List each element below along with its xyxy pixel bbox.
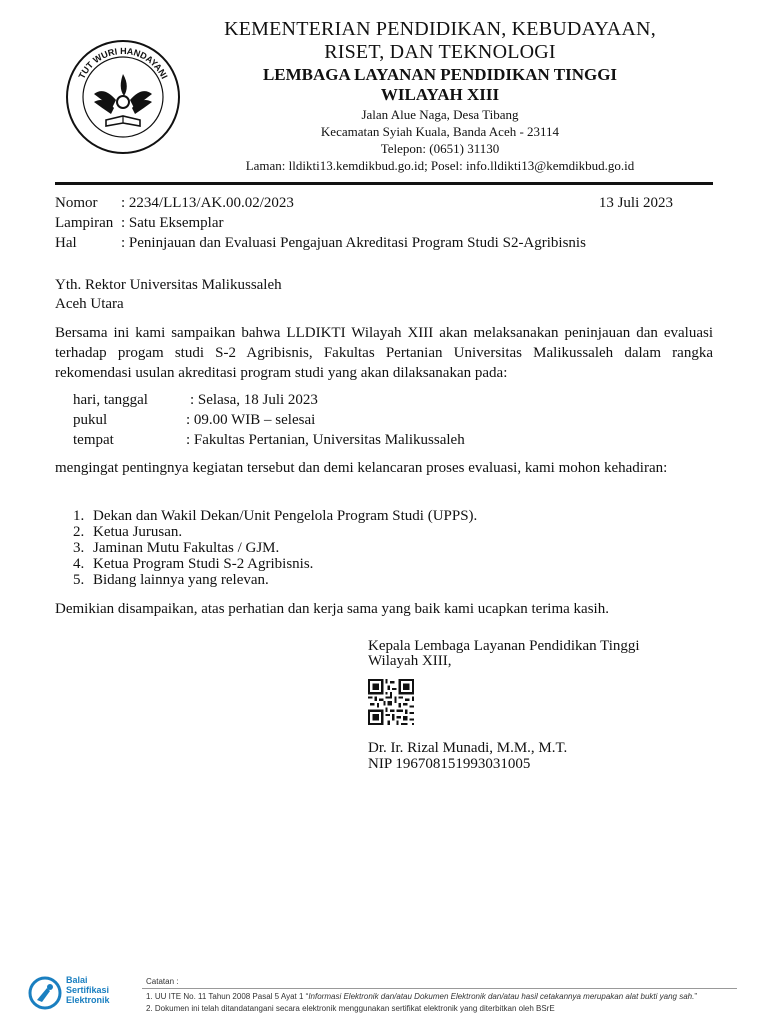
list-item: 1. Dekan dan Wakil Dekan/Unit Pengelola Program Studi (UPPS).: [73, 508, 478, 524]
qr-code-icon: [368, 679, 414, 725]
signer-nip: NIP 196708151993031005: [368, 756, 531, 772]
footer-catatan: Catatan :: [146, 977, 179, 986]
bse-logo-text: Balai Sertifikasi Elektronik: [66, 975, 110, 1005]
attendee-list: [73, 508, 573, 588]
schedule-label-time: pukul: [73, 412, 108, 428]
signer-title-line1: Kepala Lembaga Layanan Pendidikan Tinggi: [368, 638, 640, 654]
lampiran-label: Lampiran: [55, 215, 114, 231]
lampiran-value: : Satu Eksemplar: [121, 215, 224, 231]
schedule-value-place: : Fakultas Pertanian, Universitas Malikussaleh: [186, 432, 465, 448]
footer-rule: [142, 988, 737, 989]
signer-name: Dr. Ir. Rizal Munadi, M.M., M.T.: [368, 740, 568, 756]
header-rule: [55, 182, 713, 185]
address-line1: Jalan Alue Naga, Desa Tibang: [361, 107, 519, 122]
letter-date: 13 Juli 2023: [598, 195, 673, 211]
phone-line: Telepon: (0651) 31130: [380, 141, 500, 156]
web-email-line: Laman: lldikti13.kemdikbud.go.id; Posel: info.lldikti13@kemdikbud.go.id: [245, 158, 635, 173]
ministry-name-line2: RISET, DAN TEKNOLOGI: [324, 41, 556, 63]
hal-value: : Peninjauan dan Evaluasi Pengajuan Akreditasi Program Studi S2-Agribisnis: [121, 235, 586, 251]
list-item: 2. Ketua Jurusan.: [73, 524, 183, 540]
address-line2: Kecamatan Syiah Kuala, Banda Aceh - 23114: [320, 124, 560, 139]
recipient-line1: Yth. Rektor Universitas Malikussaleh: [55, 277, 282, 293]
tut-wuri-handayani-logo: [64, 38, 182, 156]
logo-text: TUT WURI HANDAYANI: [76, 45, 170, 81]
body-paragraph-1: Bersama ini kami sampaikan bahwa LLDIKTI Wilayah XIII akan melaksanakan peninjauan dan evaluasi terhadap progam studi S-2 Agribisnis, Fakultas Pertanian Universitas Malikussaleh dalam rangka rekomendasi usulan akreditasi program studi yang akan dilaksanakan pada:: [55, 325, 713, 381]
body-paragraph-2: mengingat pentingnya kegiatan tersebut dan demi kelancaran proses evaluasi, kami mohon kehadiran:: [55, 460, 668, 476]
institution-name-line2: WILAYAH XIII: [380, 85, 500, 104]
nomor-value: : 2234/LL13/AK.00.02/2023: [121, 195, 294, 211]
schedule-label-day: hari, tanggal: [73, 392, 148, 408]
recipient-line2: Aceh Utara: [55, 296, 124, 312]
list-item: 5. Bidang lainnya yang relevan.: [73, 572, 269, 588]
closing-sentence: Demikian disampaikan, atas perhatian dan kerja sama yang baik kami ucapkan terima kasih.: [55, 601, 609, 617]
list-item: 3. Jaminan Mutu Fakultas / GJM.: [73, 540, 280, 556]
footer-note-2: 2. Dokumen ini telah ditandatangani secara elektronik menggunakan sertifikat elektronik yang diterbitkan oleh BSrE: [146, 1004, 555, 1013]
footer-note-1: 1. UU ITE No. 11 Tahun 2008 Pasal 5 Ayat 1 “Informasi Elektronik dan/atau Dokumen Elektronik dan/atau hasil cetakannya merupakan alat bukti yang sah.”: [146, 992, 697, 1001]
bse-logo-icon: [28, 976, 62, 1010]
schedule-value-time: : 09.00 WIB – selesai: [186, 412, 316, 428]
nomor-label: Nomor: [55, 195, 98, 211]
ministry-name-line1: KEMENTERIAN PENDIDIKAN, KEBUDAYAAN,: [224, 18, 656, 40]
schedule-value-day: : Selasa, 18 Juli 2023: [190, 392, 318, 408]
hal-label: Hal: [55, 235, 77, 251]
list-item: 4. Ketua Program Studi S-2 Agribisnis.: [73, 556, 314, 572]
institution-name-line1: LEMBAGA LAYANAN PENDIDIKAN TINGGI: [262, 65, 618, 84]
signer-title-line2: Wilayah XIII,: [368, 653, 452, 669]
schedule-label-place: tempat: [73, 432, 114, 448]
